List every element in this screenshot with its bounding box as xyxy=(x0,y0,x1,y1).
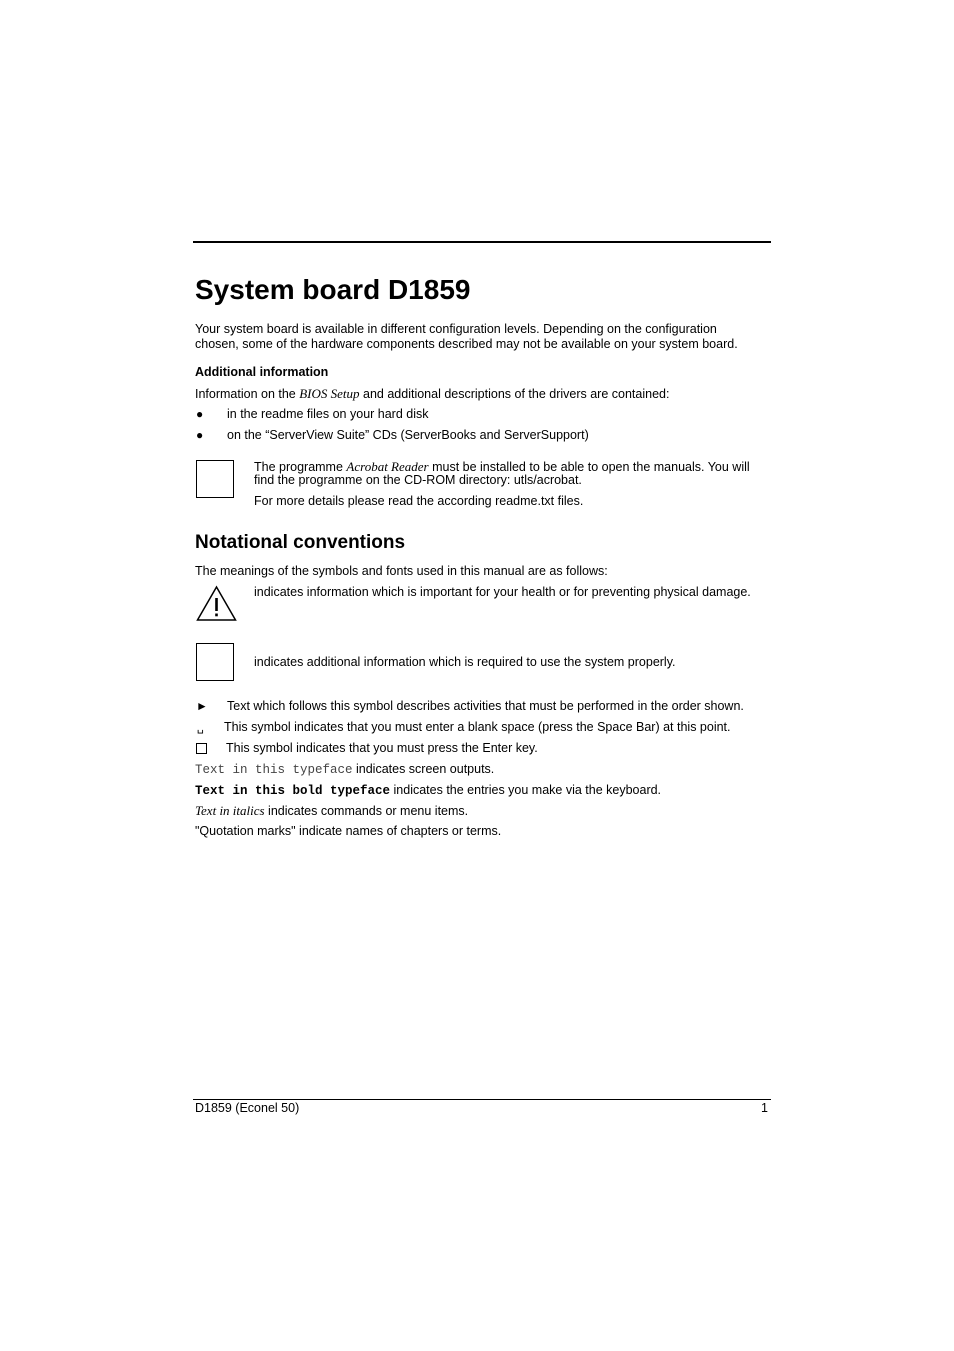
note-line-2: find the programme on the CD-ROM directory: utls/acrobat. xyxy=(254,473,582,487)
header-rule xyxy=(193,241,771,243)
screen-output-text: indicates screen outputs. xyxy=(352,762,495,776)
list-item: in the readme files on your hard disk xyxy=(227,407,429,421)
conventions-intro: The meanings of the symbols and fonts used in this manual are as follows: xyxy=(195,564,608,578)
keyboard-entry-sample: Text in this bold typeface xyxy=(195,784,391,798)
intro-line-1: Your system board is available in different configuration levels. Depending on the configuration xyxy=(195,322,717,336)
quotation-line: "Quotation marks" indicate names of chapters or terms. xyxy=(195,824,502,838)
note-text-italic: Acrobat Reader xyxy=(346,459,429,474)
bullet-icon: ● xyxy=(196,407,204,421)
warning-triangle-icon xyxy=(196,585,237,622)
footer-page-number: 1 xyxy=(761,1101,768,1115)
enter-description: This symbol indicates that you must press the Enter key. xyxy=(226,741,538,755)
info-description: indicates additional information which is required to use the system properly. xyxy=(254,655,676,669)
additional-info-heading: Additional information xyxy=(195,365,329,379)
screen-output-sample: Text in this typeface xyxy=(195,763,353,777)
footer-doc-name: D1859 (Econel 50) xyxy=(195,1101,300,1115)
list-item: on the “ServerView Suite” CDs (ServerBooks and ServerSupport) xyxy=(227,428,589,442)
arrow-description: Text which follows this symbol describes activities that must be performed in the order shown. xyxy=(227,699,744,713)
footer-rule xyxy=(193,1099,771,1100)
lead-text-italic: BIOS Setup xyxy=(299,386,360,401)
screen-output-line xyxy=(195,762,494,778)
note-text-pre: The programme xyxy=(254,460,347,474)
italics-line xyxy=(195,803,468,819)
info-box-icon xyxy=(196,460,234,498)
keyboard-entry-text: indicates the entries you make via the keyboard. xyxy=(390,783,662,797)
warning-description: indicates information which is important for your health or for preventing physical damage. xyxy=(254,585,751,599)
page-title: System board D1859 xyxy=(195,274,471,305)
lead-text-pre: Information on the xyxy=(195,387,300,401)
info-box-icon xyxy=(196,643,234,681)
additional-info-lead xyxy=(195,386,669,402)
arrow-right-icon: ► xyxy=(196,699,208,713)
section-heading: Notational conventions xyxy=(195,532,406,553)
keyboard-entry-line xyxy=(195,783,661,799)
enter-key-icon xyxy=(196,743,207,754)
space-description: This symbol indicates that you must enter a blank space (press the Space Bar) at this point. xyxy=(224,720,731,734)
bullet-icon: ● xyxy=(196,428,204,442)
note-line-3: For more details please read the according readme.txt files. xyxy=(254,494,584,508)
note-text-post: must be installed to be able to open the manuals. You will xyxy=(428,460,750,474)
italics-text: indicates commands or menu items. xyxy=(264,804,469,818)
intro-line-2: chosen, some of the hardware components described may not be available on your system board. xyxy=(195,337,738,351)
space-bar-icon: ␣ xyxy=(197,722,204,734)
italics-sample: Text in italics xyxy=(195,803,265,818)
lead-text-post: and additional descriptions of the drivers are contained: xyxy=(359,387,670,401)
